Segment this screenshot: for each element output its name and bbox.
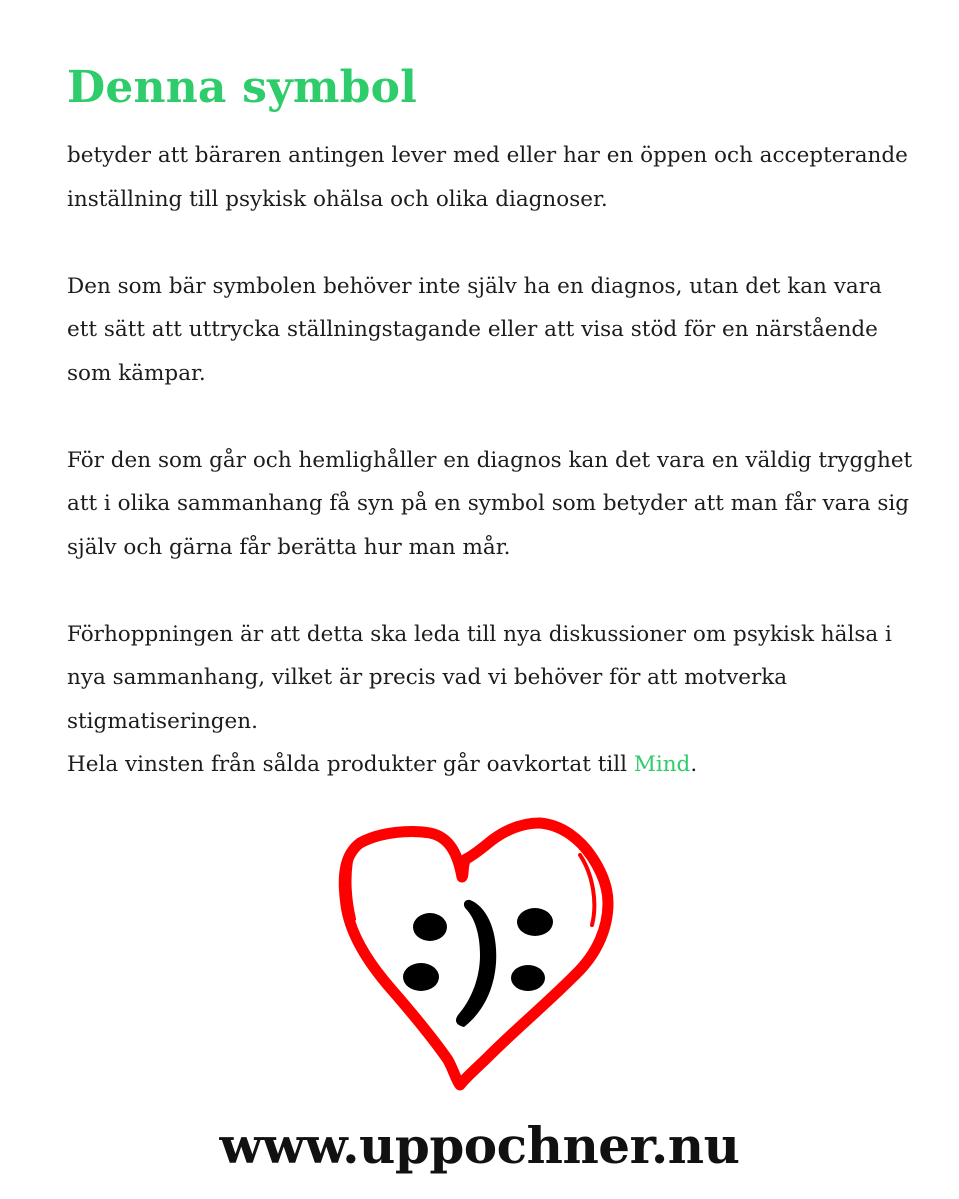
profits-period: . [690, 752, 698, 777]
left-eye-top [413, 913, 447, 941]
profits-text: Hela vinsten från sålda produkter går oavkortat till [67, 752, 634, 777]
right-eye-top [517, 908, 553, 936]
mouth-paren [456, 900, 496, 1027]
paragraph-hope: Förhoppningen är att detta ska leda till nya diskussioner om psykisk hälsa i nya sammanhang, vilket är precis vad vi behöver för att motverka stigmatiseringen. [67, 621, 892, 734]
paragraph-safety: För den som går och hemlighåller en diagnos kan det vara en väldig trygghet att i olika sammanhang få syn på en symbol som betyder att man får vara sig själv och gärna får berätta hur man mår. [67, 447, 913, 560]
left-eye-bottom [403, 963, 439, 991]
body-text [67, 134, 917, 787]
paragraph-support: Den som bär symbolen behöver inte själv ha en diagnos, utan det kan vara ett sätt att uttrycka ställningstagande eller att visa stöd för en närstående som kämpar. [67, 273, 882, 386]
website-url: www.uppochner.nu [219, 1116, 740, 1175]
paragraph-profits [67, 743, 917, 787]
heart-outline [344, 823, 608, 1085]
page-title: Denna symbol [67, 62, 418, 113]
right-eye-bottom [511, 965, 545, 991]
paragraph-spacer [67, 569, 917, 613]
mind-link[interactable]: Mind [633, 752, 691, 777]
heart-smiley-icon [330, 815, 620, 1100]
paragraph-meaning: betyder att bäraren antingen lever med eller har en öppen och accepterande inställning till psykisk ohälsa och olika diagnoser. [67, 143, 908, 212]
paragraph-spacer [67, 221, 917, 265]
paragraph-spacer [67, 395, 917, 439]
